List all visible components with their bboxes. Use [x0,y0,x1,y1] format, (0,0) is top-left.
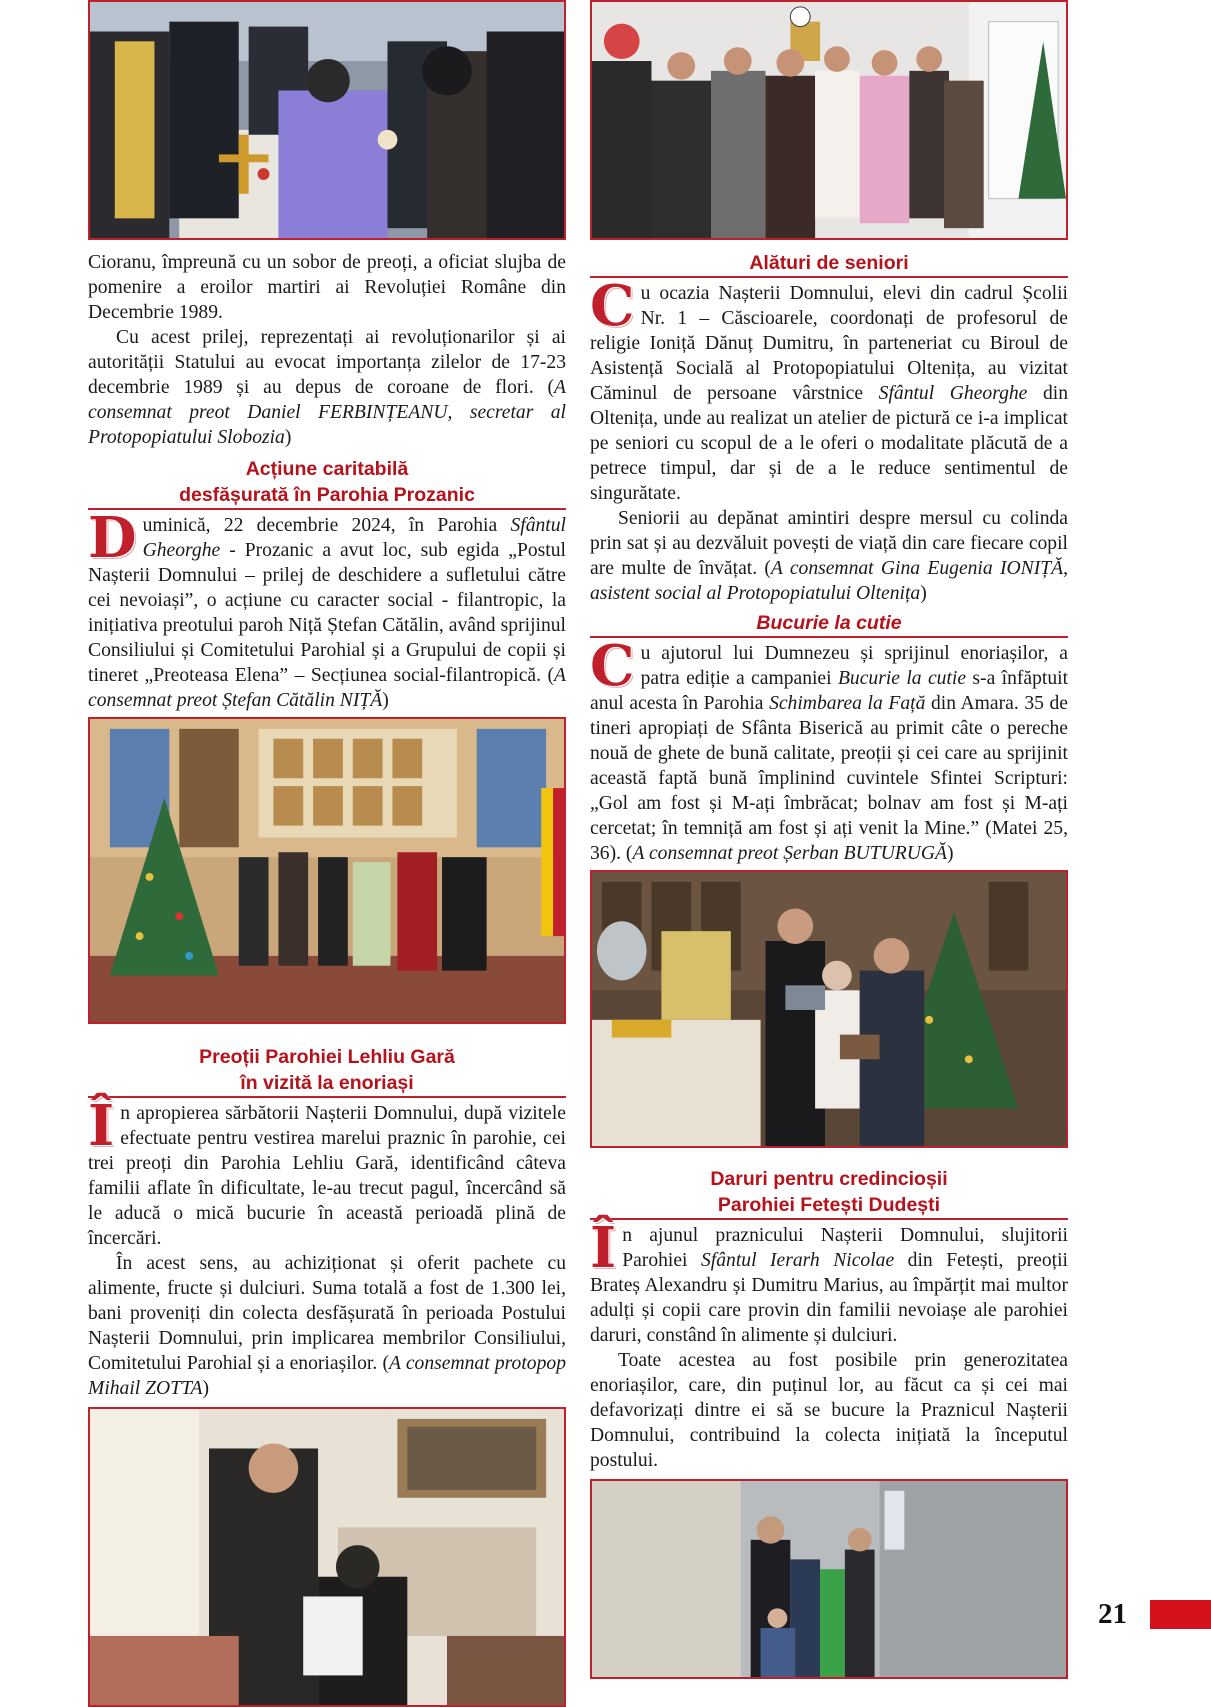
prozanic-text-b: - Prozanic a avut loc, sub egida „Postul Nașterii Domnului – prilej de deschidere a sufletului către cei nevoiași”, o acțiune cu caracter social - filantropic, la inițiativa preotului paroh Niță Ștefan Cătălin, având sprijinul Consiliului și Comitetului Parohial și a Grupului de copii și tineret „Preoteasa Elena” – Secțiunea social-filantropică. ( [88,540,566,686]
heading-bucurie [590,610,1068,638]
prozanic-text-a: uminică, 22 decembrie 2024, în Parohia [142,515,511,536]
lehliu-byline-close: ) [202,1378,210,1399]
photo-lehliu-visit [88,1407,566,1707]
fetesti-parish-name: Sfântul Ierarh Nicolae [701,1250,895,1271]
heading-fetesti-line1: Daruri pentru credincioșii [710,1168,948,1190]
intro-paragraph-2-text: Cu acest prilej, reprezentați ai revoluționarilor și ai autorității Statului au evocat importanța zilelor de 17-23 decembrie 1989 și au depus de coroane de flori. ( [88,327,566,398]
heading-prozanic [88,456,566,510]
photo-seniors-image [592,2,1066,238]
photo-memorial-service [88,0,566,240]
lehliu-paragraph-1 [88,1093,566,1251]
prozanic-paragraph [88,505,566,713]
heading-bucurie-title: Bucurie la cutie [756,612,902,634]
heading-seniori [590,250,1068,278]
heading-seniori-title: Alături de seniori [749,252,909,274]
bucurie-text-c: din Amara. 35 de tineri apropiați de Sfânta Biserică au primit câte o pereche nouă de ghete de bună calitate, preoții și cei care au sprijinit această faptă bună împlinind cuvintele Sfintei Scripturi: „Gol am fost și M-ați îmbrăcat; bolnav am fost și M-ați cercetat; în temniță am fost și ați venit la Mine.” (Matei 25, 36). ( [590,693,1068,864]
photo-seniors-group [590,0,1068,240]
lehliu-paragraph-2 [88,1251,566,1401]
seniori-byline-close: ) [920,583,927,604]
bucurie-byline: A consemnat preot Șerban BUTURUGĂ [632,843,948,864]
dropcap-d: D [88,505,137,571]
photo-lehliu-image [90,1409,564,1705]
left-column [88,0,566,1707]
photo-fetesti-gifts [590,1479,1068,1679]
bucurie-text-b: s-a înfăptuit anul acesta în Parohia [590,668,1069,714]
seniori-byline: A consemnat Gina Eugenia IONIȚĂ, asistent social al Protopopiatului Oltenița [590,558,1068,604]
seniori-text-a: u ocazia Nașterii Domnului, elevi din cadrul Școlii Nr. 1 – Căscioarele, coordonați de profesorul de religie Ioniță Dănuț Dumitru, în parteneriat cu Biroul de Asistență Socială al Protopopiatului Oltenița, au vizitat Căminul de persoane vârstnice [590,283,1068,404]
heading-lehliu-line1: Preoții Parohiei Lehliu Gară [199,1046,455,1068]
seniori-text-2: Seniorii au depănat amintiri despre mersul cu colinda prin sat și au dezvăluit povești de viață din care fiecare copil are multe de învățat. ( [590,508,1068,579]
prozanic-parish-name: Sfântul Gheorghe [142,515,566,561]
dropcap-i2: Î [590,1215,617,1281]
bucurie-parish-name: Schimbarea la Față [769,693,926,714]
heading-lehliu [88,1044,566,1098]
fetesti-paragraph-2: Toate acestea au fost posibile prin generozitatea enoriașilor, care, din puținul lor, au făcut ca și cei mai defavorizați dintre ei să se bucure la Praznicul Nașterii Domnului, contribuind la colecta inițiată la începutul postului. [590,1350,1068,1471]
intro-byline-close: ) [284,427,292,448]
seniori-text-b: din Oltenița, unde au realizat un atelier de pictură ce i-a implicat pe seniori cu scopul de a le oferi o modalitate plăcută de a petrece timpul, dar și de a le reduce sentimentul de singurătate. [590,383,1069,504]
seniori-paragraph-2 [590,506,1068,606]
prozanic-byline-close: ) [382,690,389,711]
bucurie-paragraph [590,633,1069,866]
bucurie-byline-close: ) [947,843,954,864]
intro-paragraph-1: Cioranu, împreună cu un sobor de preoți, a oficiat slujba de pomenire a eroilor martiri ai Revoluției Române din Decembrie 1989. [88,252,566,323]
lehliu-text-2: În acest sens, au achiziționat și oferit pachete cu alimente, fructe și dulciuri. Suma totală a fost de 1.300 lei, bani proveniți din colecta desfășurată în perioada Postului Nașterii Domnului, prin implicarea membrilor Consiliului, Comitetului Parohial și a enoriașilor. ( [88,1253,566,1374]
fetesti-text-b: din Fetești, preoții Brateș Alexandru și Dumitru Marius, au împărțit mai multor adulți și copii care provin din familii nevoiașe ale parohiei daruri, constând în alimente și dulciuri. [590,1250,1068,1346]
lehliu-text-1: n apropierea sărbătorii Nașterii Domnului, după vizitele efectuate pentru vestirea marelui praznic în parohie, cei trei preoți din Parohia Lehliu Gară, identificând câteva familii aflate în dificultate, le-au trecut pagul, încercând să le aducă o mică bucurie în această perioadă plină de încercări. [88,1103,566,1249]
dropcap-c2: C [590,633,635,699]
heading-lehliu-line2: în vizită la enoriași [240,1072,414,1094]
photo-prozanic-image [90,719,564,1022]
intro-byline: A consemnat preot Daniel FERBINȚEANU, secretar al Protopopiatului Slobozia [88,377,566,448]
intro-paragraph-2 [88,325,566,450]
photo-bucurie-gifts [590,870,1068,1148]
bucurie-campaign-name: Bucurie la cutie [837,668,967,689]
heading-fetesti [590,1166,1068,1220]
prozanic-byline: A consemnat preot Ștefan Cătălin NIȚĂ [88,665,566,711]
seniori-home-name: Sfântul Gheorghe [878,383,1028,404]
dropcap-c: C [590,273,635,339]
seniori-paragraph-1 [590,273,1069,506]
heading-fetesti-line2: Parohiei Fetești Dudești [717,1194,941,1216]
photo-fetesti-image [592,1481,1066,1677]
fetesti-text-a: n ajunul praznicului Nașterii Domnului, slujitorii Parohiei [622,1225,1068,1271]
page-number: 21 [1098,1598,1127,1630]
photo-memorial-image [90,2,564,238]
lehliu-byline: A consemnat protopop Mihail ZOTTA [88,1353,566,1399]
right-column [590,0,1068,1679]
heading-prozanic-line1: Acțiune caritabilă [245,458,409,480]
photo-bucurie-image [592,872,1066,1146]
dropcap-i: Î [88,1093,115,1159]
heading-prozanic-line2: desfășurată în Parohia Prozanic [179,484,475,506]
bucurie-text-a: u ajutorul lui Dumnezeu și sprijinul enoriașilor, a patra ediție a campaniei [640,643,1068,689]
page-color-tab [1150,1600,1211,1629]
photo-prozanic-church [88,717,566,1024]
fetesti-paragraph-1 [590,1215,1068,1348]
